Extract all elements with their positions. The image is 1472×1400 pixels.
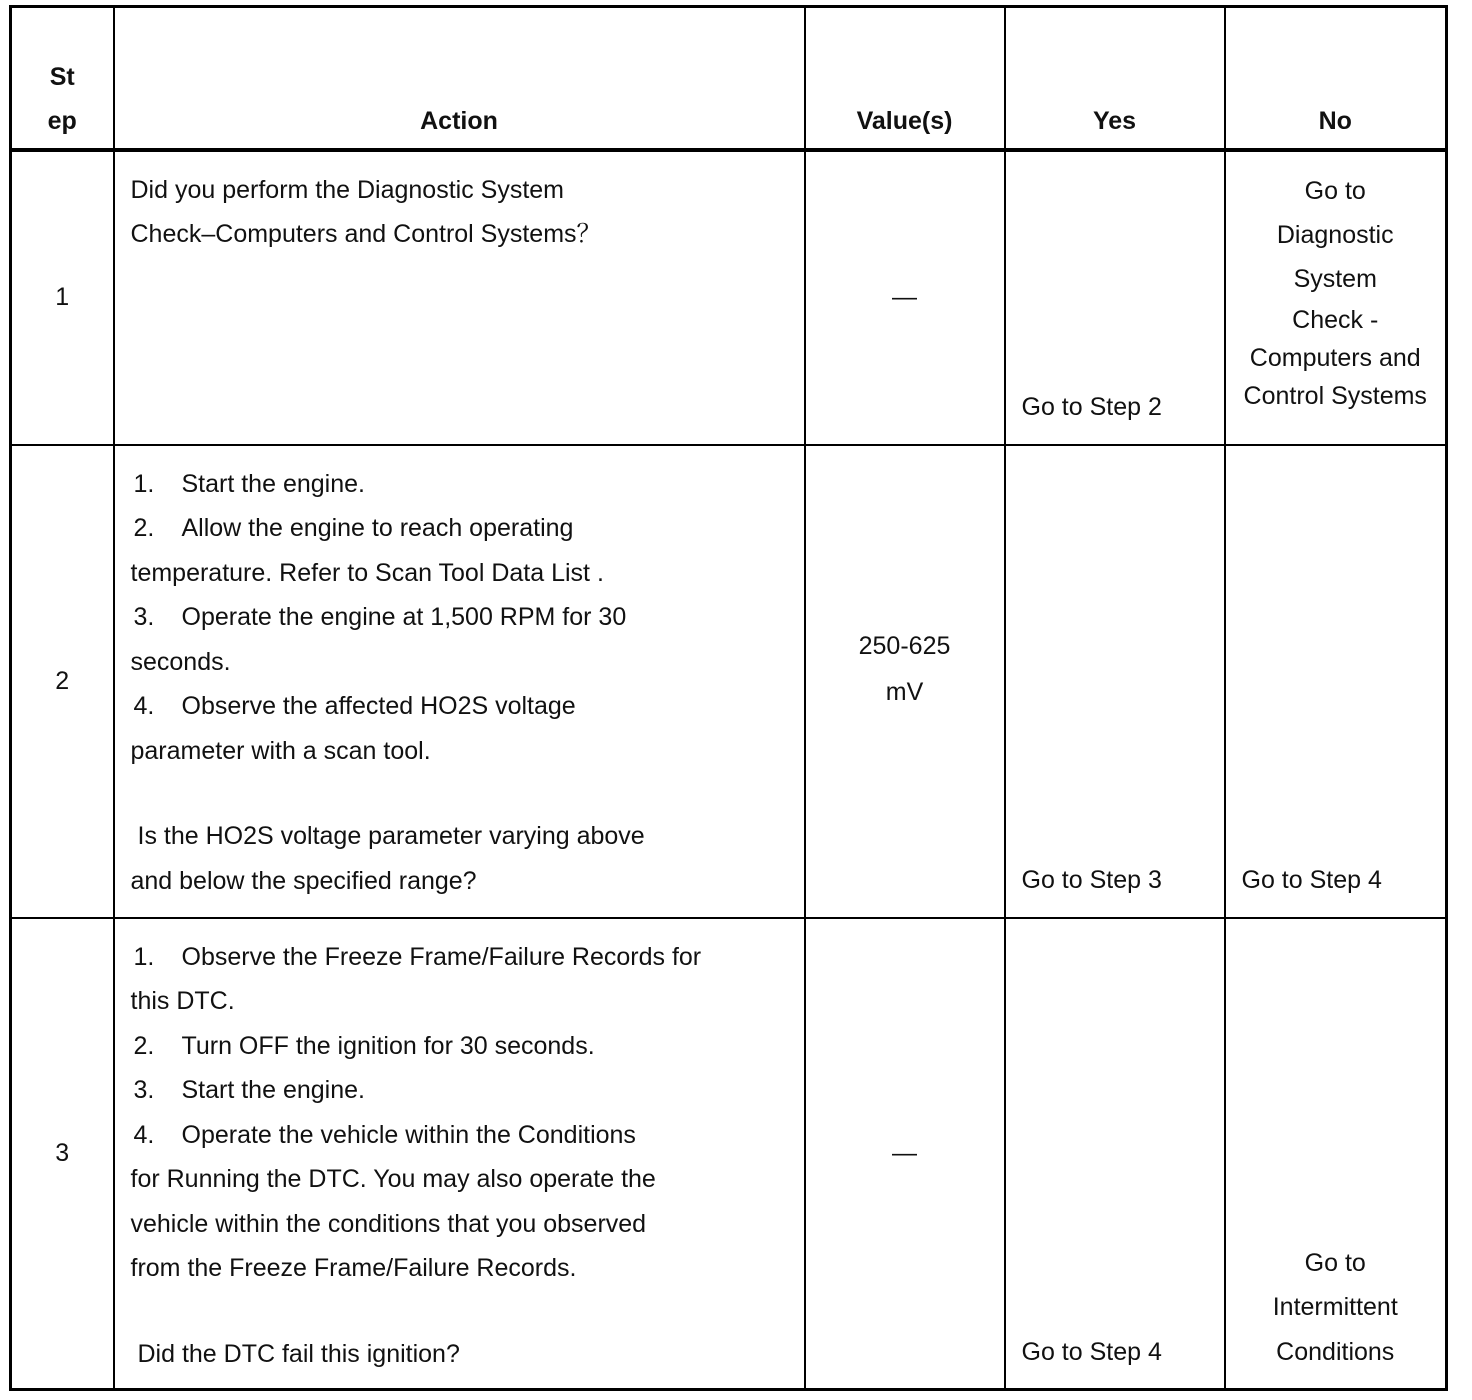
value-cell: — xyxy=(805,918,1005,1390)
header-action: Action xyxy=(114,7,805,150)
item-number: 2. xyxy=(133,514,155,542)
yes-cell xyxy=(1005,150,1225,445)
action-item xyxy=(131,1068,794,1113)
item-number: 2. xyxy=(133,1031,155,1060)
header-row xyxy=(11,7,1447,150)
action-item: vehicle within the conditions that you observed xyxy=(130,1209,647,1238)
action-question: Is the HO2S voltage parameter varying above xyxy=(137,822,645,850)
action-question: Did the DTC fail this ignition? xyxy=(137,1339,460,1368)
item-text: Turn OFF the ignition for 30 seconds. xyxy=(181,1031,595,1060)
action-question: and below the specified range? xyxy=(130,866,477,895)
action-item xyxy=(131,462,794,507)
action-item: from the Freeze Frame/Failure Records. xyxy=(130,1254,577,1282)
spacer xyxy=(131,1291,794,1332)
item-number: 3. xyxy=(133,1076,155,1104)
table-row xyxy=(11,918,1447,1390)
yes-link[interactable]: Go to Step 4 xyxy=(1021,1337,1162,1366)
action-item: this DTC. xyxy=(130,987,235,1015)
header-yes: Yes xyxy=(1005,7,1225,150)
table-row xyxy=(11,445,1447,918)
header-no: No xyxy=(1225,7,1447,150)
step-number: 2 xyxy=(11,445,114,918)
step-number: 3 xyxy=(11,918,114,1390)
item-text: Observe the Freeze Frame/Failure Records for xyxy=(181,942,702,971)
action-item xyxy=(131,506,794,551)
step-number: 1 xyxy=(11,150,114,445)
action-item xyxy=(131,1024,794,1069)
yes-link[interactable]: Go to Step 2 xyxy=(1021,393,1162,421)
action-item: seconds. xyxy=(130,647,231,676)
item-text: Allow the engine to reach operating xyxy=(181,514,574,542)
no-link[interactable] xyxy=(1226,169,1446,415)
no-line: Computers and xyxy=(1249,343,1421,372)
no-line: Diagnostic xyxy=(1276,220,1394,249)
item-number: 1. xyxy=(133,469,155,498)
value-cell: — xyxy=(805,150,1005,445)
header-values: Value(s) xyxy=(805,7,1005,150)
no-line: Go to xyxy=(1304,176,1366,205)
no-cell xyxy=(1225,918,1447,1390)
action-cell xyxy=(114,445,805,918)
item-text: Start the engine. xyxy=(181,469,365,498)
item-text: Operate the engine at 1,500 RPM for 30 xyxy=(181,603,627,631)
header-step-line1: St xyxy=(49,62,75,91)
item-text: Start the engine. xyxy=(181,1076,365,1104)
no-cell xyxy=(1225,150,1447,445)
no-line: Control Systems xyxy=(1243,381,1427,410)
action-item xyxy=(131,595,794,640)
yes-link[interactable]: Go to Step 3 xyxy=(1021,866,1162,894)
table-row xyxy=(11,150,1447,445)
item-text: Observe the affected HO2S voltage xyxy=(181,692,576,720)
item-number: 3. xyxy=(133,603,155,631)
action-line: Check–Computers and Control Systems？ xyxy=(130,220,602,248)
no-line: Check - xyxy=(1292,305,1379,334)
no-cell xyxy=(1225,445,1447,918)
action-cell xyxy=(114,918,805,1390)
yes-cell xyxy=(1005,445,1225,918)
no-link[interactable] xyxy=(1226,1241,1446,1375)
no-line: Go to xyxy=(1304,1248,1366,1277)
no-link[interactable]: Go to Step 4 xyxy=(1241,866,1382,894)
action-item: for Running the DTC. You may also operate the xyxy=(130,1165,656,1193)
item-number: 4. xyxy=(133,692,155,720)
no-line: Intermittent xyxy=(1272,1293,1398,1321)
no-line: Conditions xyxy=(1276,1337,1395,1366)
spacer xyxy=(131,773,794,814)
action-line: Did you perform the Diagnostic System xyxy=(130,175,565,204)
action-item: parameter with a scan tool. xyxy=(130,736,431,765)
action-item: temperature. Refer to Scan Tool Data List . xyxy=(130,558,604,587)
value-cell xyxy=(805,445,1005,918)
action-item xyxy=(131,1113,794,1158)
value-line: 250-625 xyxy=(858,631,951,660)
value-line: mV xyxy=(885,678,924,706)
item-number: 4. xyxy=(133,1120,155,1149)
no-line: System xyxy=(1293,264,1377,293)
action-item xyxy=(131,684,794,729)
item-text: Operate the vehicle within the Conditions xyxy=(181,1120,636,1149)
header-step xyxy=(11,7,114,150)
header-step-line2: ep xyxy=(47,107,77,135)
diagnostic-table xyxy=(9,5,1448,1391)
action-cell xyxy=(114,150,805,445)
yes-cell xyxy=(1005,918,1225,1390)
action-item xyxy=(131,935,794,980)
item-number: 1. xyxy=(133,942,155,971)
